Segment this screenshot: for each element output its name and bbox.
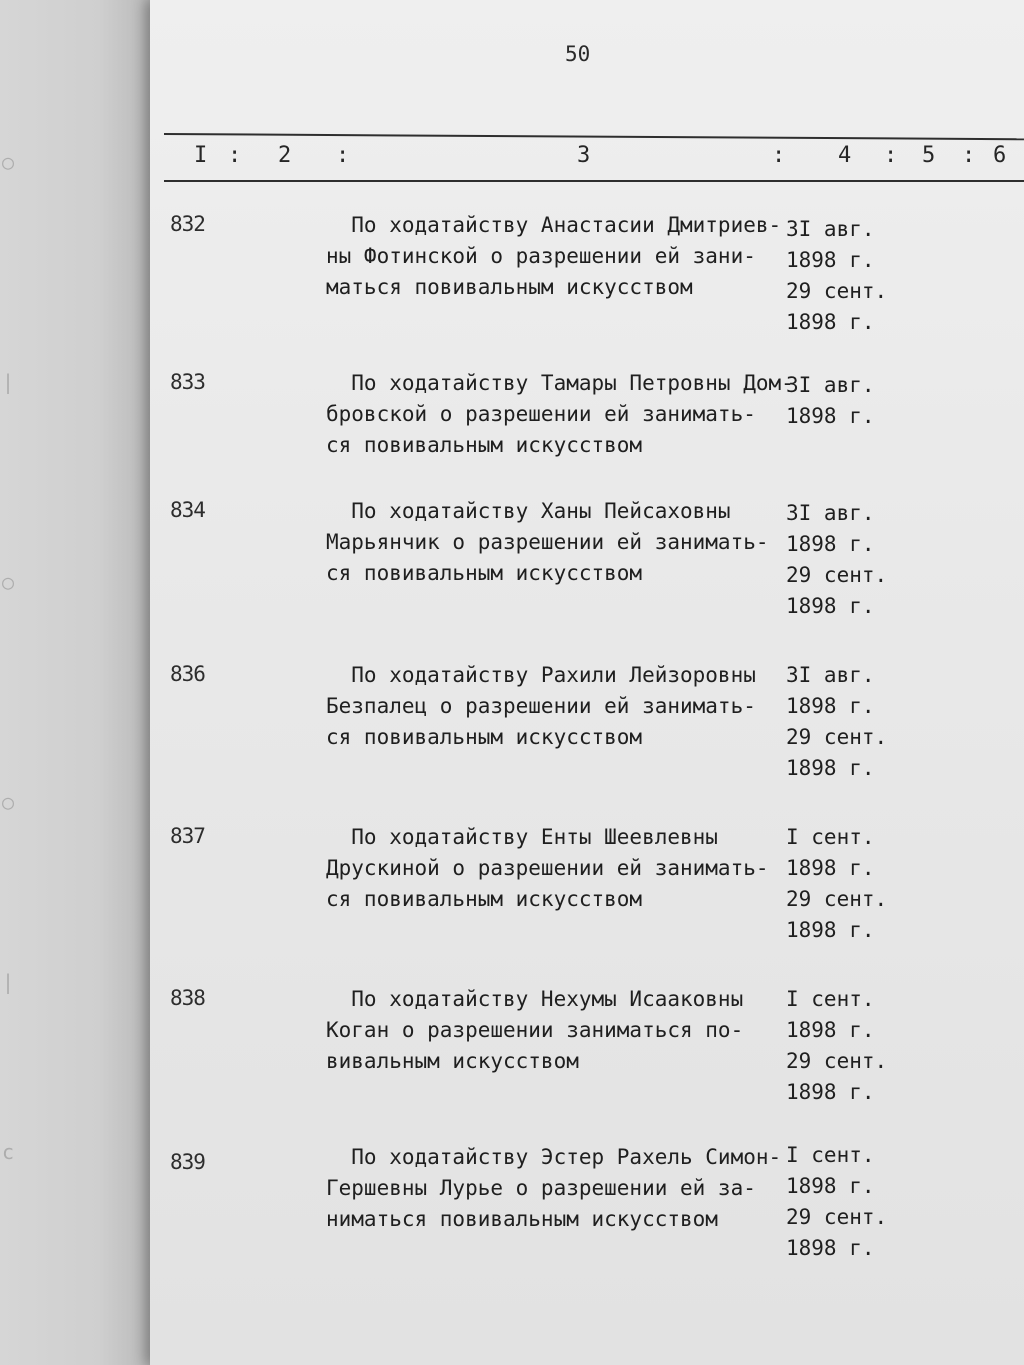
column-separator: :	[772, 143, 786, 168]
date-line: 1898 г.	[786, 1174, 875, 1198]
date-line: 29 сент.	[786, 1049, 888, 1073]
date-line: 1898 г.	[786, 756, 875, 780]
date-line: 3I авг.	[786, 373, 875, 397]
entry-description	[326, 210, 796, 303]
column-separator: :	[962, 143, 976, 168]
entry-dates	[786, 984, 887, 1108]
date-line: 29 сент.	[786, 563, 888, 587]
date-line: 29 сент.	[786, 887, 888, 911]
bleed-through-mark: ○	[2, 150, 15, 174]
column-header-1: I	[194, 143, 208, 168]
entry-description	[326, 660, 796, 753]
description-line: По ходатайству Енты Шеевлевны	[326, 825, 718, 849]
entry-description	[326, 1142, 796, 1235]
description-line: Гершевны Лурье о разрешении ей за-	[326, 1176, 756, 1200]
date-line: 1898 г.	[786, 918, 875, 942]
description-line: ся повивальным искусством	[326, 887, 643, 911]
entry-number: 833	[170, 370, 205, 394]
entry-number: 832	[170, 212, 205, 236]
entry-dates	[786, 498, 887, 622]
date-line: 29 сент.	[786, 279, 888, 303]
entry-number: 838	[170, 986, 205, 1010]
description-line: По ходатайству Эстер Рахель Симон-	[326, 1145, 782, 1169]
date-line: I сент.	[786, 825, 875, 849]
date-line: 29 сент.	[786, 725, 888, 749]
entry-description	[326, 822, 796, 915]
description-line: Друскиной о разрешении ей занимать-	[326, 856, 769, 880]
entry-description	[326, 496, 796, 589]
header-rule-top	[164, 133, 1024, 140]
date-line: 3I авг.	[786, 501, 875, 525]
bleed-through-mark: c	[2, 1140, 15, 1164]
date-line: 1898 г.	[786, 694, 875, 718]
entry-dates	[786, 370, 875, 432]
column-header-4: 4	[838, 143, 852, 168]
column-header-3: 3	[577, 143, 591, 168]
date-line: 3I авг.	[786, 663, 875, 687]
date-line: 1898 г.	[786, 1080, 875, 1104]
description-line: По ходатайству Ханы Пейсаховны	[326, 499, 731, 523]
column-separator: :	[336, 143, 350, 168]
description-line: По ходатайству Анастасии Дмитриев-	[326, 213, 782, 237]
column-header-2: 2	[278, 143, 292, 168]
entry-dates	[786, 822, 887, 946]
date-line: 1898 г.	[786, 594, 875, 618]
entry-dates	[786, 660, 887, 784]
date-line: 1898 г.	[786, 404, 875, 428]
date-line: 1898 г.	[786, 310, 875, 334]
description-line: маться повивальным искусством	[326, 275, 693, 299]
date-line: 1898 г.	[786, 1236, 875, 1260]
bleed-through-mark: |	[2, 970, 15, 994]
description-line: Марьянчик о разрешении ей занимать-	[326, 530, 769, 554]
date-line: 1898 г.	[786, 248, 875, 272]
date-line: I сент.	[786, 987, 875, 1011]
description-line: Безпалец о разрешении ей занимать-	[326, 694, 756, 718]
entry-number: 836	[170, 662, 205, 686]
entry-description	[326, 984, 796, 1077]
description-line: ся повивальным искусством	[326, 433, 643, 457]
entry-number: 834	[170, 498, 205, 522]
description-line: По ходатайству Тамары Петровны Дом-	[326, 371, 794, 395]
entry-dates	[786, 214, 887, 338]
bleed-through-mark: |	[2, 370, 15, 394]
bleed-through-mark: ○	[2, 570, 15, 594]
document-page	[150, 0, 1024, 1365]
date-line: 1898 г.	[786, 856, 875, 880]
date-line: 1898 г.	[786, 1018, 875, 1042]
description-line: вивальным искусством	[326, 1049, 579, 1073]
date-line: 1898 г.	[786, 532, 875, 556]
description-line: ся повивальным искусством	[326, 725, 643, 749]
entry-description	[326, 368, 796, 461]
bleed-through-mark: ○	[2, 790, 15, 814]
description-line: По ходатайству Нехумы Исааковны	[326, 987, 744, 1011]
description-line: бровской о разрешении ей занимать-	[326, 402, 756, 426]
entry-number: 839	[170, 1150, 205, 1174]
left-page-edge	[0, 0, 165, 1365]
description-line: ся повивальным искусством	[326, 561, 643, 585]
column-separator: :	[884, 143, 898, 168]
header-rule-bottom	[164, 180, 1024, 182]
entry-dates	[786, 1140, 887, 1264]
column-header-5: 5	[922, 143, 936, 168]
date-line: 3I авг.	[786, 217, 875, 241]
date-line: I сент.	[786, 1143, 875, 1167]
column-separator: :	[228, 143, 242, 168]
description-line: ны Фотинской о разрешении ей зани-	[326, 244, 756, 268]
page-number: 50	[565, 42, 591, 66]
entry-number: 837	[170, 824, 205, 848]
date-line: 29 сент.	[786, 1205, 888, 1229]
description-line: По ходатайству Рахили Лейзоровны	[326, 663, 756, 687]
description-line: Коган о разрешении заниматься по-	[326, 1018, 744, 1042]
description-line: ниматься повивальным искусством	[326, 1207, 718, 1231]
column-header-6: 6	[993, 143, 1007, 168]
